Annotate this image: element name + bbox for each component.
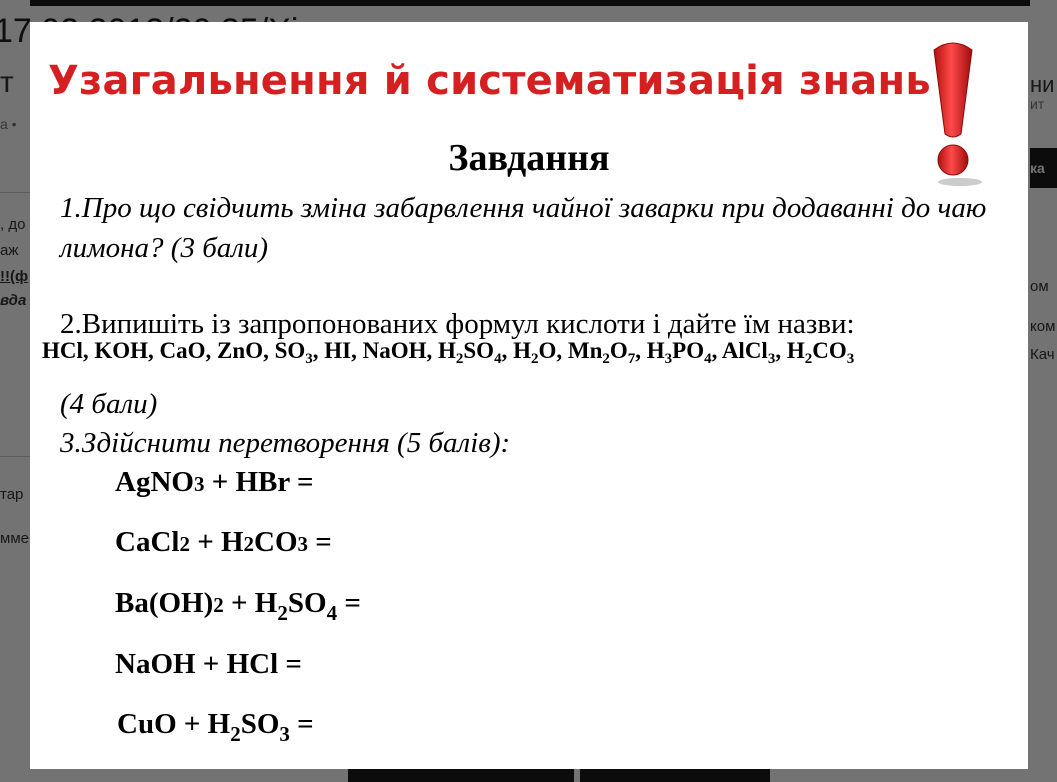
formula-text: , HI, NaOH, H bbox=[312, 338, 456, 363]
subscript: 3 bbox=[305, 351, 313, 367]
question-3: 3.Здійснити перетворення (5 балів): bbox=[60, 427, 511, 459]
formula-text: + H bbox=[223, 587, 278, 619]
subscript: 2 bbox=[530, 351, 539, 367]
lightbox-slide-image bbox=[30, 22, 1028, 769]
formula-text: CO bbox=[812, 338, 847, 363]
formula-text: = bbox=[337, 587, 361, 619]
small-index: 3 bbox=[193, 472, 205, 496]
formula-text: = bbox=[308, 526, 332, 558]
subscript: 2 bbox=[455, 351, 464, 367]
formula-text: NaOH + HCl = bbox=[115, 648, 302, 680]
subscript: 2 bbox=[277, 601, 288, 625]
formula-text: CO bbox=[254, 526, 298, 558]
slide-title: Узагальнення й систематизація знань bbox=[48, 58, 931, 104]
formula-text: + HBr = bbox=[204, 466, 314, 498]
slide-heading: Завдання bbox=[448, 137, 610, 179]
question-2: 2.Випишіть із запропонованих формул кислоти і дайте їм назви: bbox=[60, 308, 855, 340]
subscript: 2 bbox=[230, 722, 241, 746]
formula-text: SO bbox=[287, 587, 327, 619]
formula-text: CaCl bbox=[115, 526, 180, 558]
subscript: 3 bbox=[767, 351, 776, 367]
small-index: 3 bbox=[297, 532, 309, 556]
formula-text: CuO + H bbox=[117, 708, 231, 740]
question-1: 1.Про що свідчить зміна забарвлення чайної заварки при додаванні до чаю лимона? (3 бали) bbox=[60, 192, 987, 264]
equation-3 bbox=[115, 587, 361, 626]
subscript: 2 bbox=[804, 351, 813, 367]
formula-text: , H bbox=[501, 338, 531, 363]
equation-5 bbox=[117, 708, 314, 747]
formula-text: , AlCl bbox=[711, 338, 768, 363]
question-2-points: (4 бали) bbox=[60, 388, 158, 420]
small-index: 2 bbox=[179, 532, 190, 556]
subscript: 4 bbox=[494, 351, 502, 367]
formula-text: PO bbox=[672, 338, 705, 363]
formula-text: SO bbox=[463, 338, 495, 363]
formula-text: AgNO bbox=[115, 466, 194, 498]
formula-text: O, Mn bbox=[538, 338, 603, 363]
subscript: 3 bbox=[664, 351, 673, 367]
formula-text: HCl, KOH, CaO, ZnO, SO bbox=[42, 338, 306, 363]
small-index: 2 bbox=[243, 532, 255, 556]
formula-text: , H bbox=[635, 338, 665, 363]
formula-text: SO bbox=[240, 708, 280, 740]
small-index: 2 bbox=[213, 593, 224, 617]
formula-text: O bbox=[609, 338, 628, 363]
subscript: 7 bbox=[627, 351, 636, 367]
formula-text: , H bbox=[775, 338, 805, 363]
equation-2 bbox=[115, 526, 332, 559]
subscript: 3 bbox=[846, 351, 855, 367]
formula-list bbox=[42, 338, 854, 368]
formula-text: + H bbox=[189, 526, 244, 558]
formula-text: = bbox=[289, 708, 314, 740]
subscript: 4 bbox=[704, 351, 712, 367]
subscript: 3 bbox=[279, 722, 290, 746]
equation-1 bbox=[115, 466, 314, 499]
equation-4 bbox=[115, 648, 302, 681]
subscript: 2 bbox=[602, 351, 610, 367]
subscript: 4 bbox=[326, 601, 338, 625]
formula-text: Ba(OH) bbox=[115, 587, 214, 619]
